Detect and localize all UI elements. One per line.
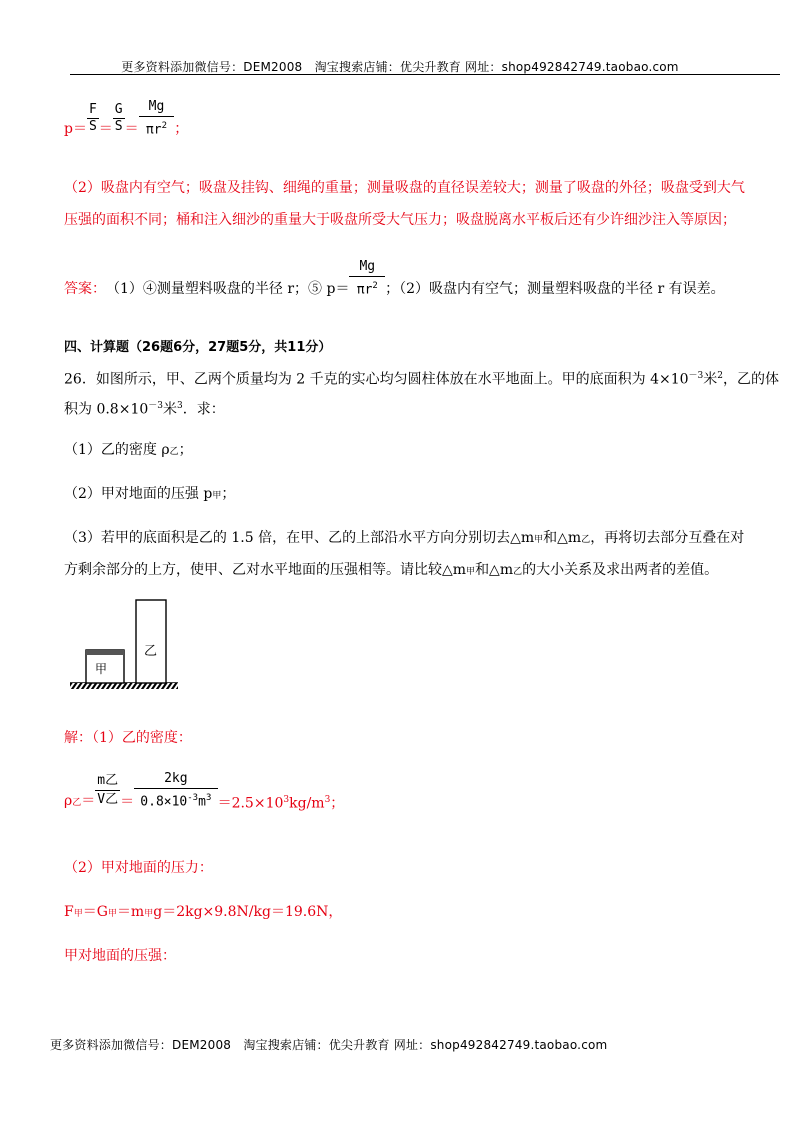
force-text: ＝G <box>82 904 108 920</box>
answer-part-2: ；（2）吸盘内有空气；测量塑料吸盘的半径 r 有误差。 <box>385 280 725 297</box>
equals-sign: ＝ <box>98 120 113 137</box>
fraction-2kg-over-volume <box>134 770 217 811</box>
force-text: ＝m <box>116 904 145 920</box>
subscript: 乙 <box>581 535 591 545</box>
density-formula <box>64 768 344 814</box>
fraction-denominator <box>355 277 380 299</box>
fraction-numerator: Mg <box>139 98 175 117</box>
cylinders-figure <box>66 596 186 696</box>
q26-text: 26．如图所示，甲、乙两个质量均为 2 千克的实心均匀圆柱体放在水平地面上。甲的底面积为 4×10 <box>64 371 689 388</box>
q26-sub-3-line-1 <box>64 528 744 550</box>
rho-symbol <box>64 791 95 813</box>
exponent: 2 <box>717 371 723 381</box>
q26-line-1 <box>64 366 779 390</box>
exponent: －3 <box>148 401 163 411</box>
q26-text: 方剩余部分的上方，使甲、乙对水平地面的压强相等。请比较△m <box>64 562 467 578</box>
ground-hatch <box>70 683 178 689</box>
page-header: 更多资料添加微信号：DEM2008 淘宝搜索店铺：优尖升教育 网址：shop492842749.taobao.com <box>121 60 679 74</box>
q26-text: 和△m <box>475 562 514 578</box>
exponent: －3 <box>688 371 704 381</box>
equals-sign: ＝ <box>120 793 135 810</box>
q26-text: ； <box>178 442 193 458</box>
exponent: 2 <box>372 281 378 291</box>
result-text: ＝2.5×10 <box>217 795 284 812</box>
fraction-denominator <box>144 117 169 139</box>
reason-line-1: （2）吸盘内有空气；吸盘及挂钩、细绳的重量；测量吸盘的直径误差较大；测量了吸盘的外径；吸盘受到大气 <box>64 180 745 196</box>
label-yi: 乙 <box>144 644 158 659</box>
den-unit: m <box>198 794 206 810</box>
exponent: 3 <box>283 795 290 805</box>
q26-text: ．求： <box>182 401 225 418</box>
fraction-mg-over-pir2 <box>139 98 175 139</box>
force-text: F <box>64 904 74 920</box>
q26-sub-1 <box>64 440 193 462</box>
result-unit: kg/m <box>289 795 325 812</box>
exponent: 2 <box>161 121 167 131</box>
exponent: 3 <box>177 401 183 411</box>
q26-text: ； <box>221 486 236 502</box>
force-title: （2）甲对地面的压力： <box>64 860 213 876</box>
q26-text: 积为 0.8×10 <box>64 401 149 418</box>
page-footer: 更多资料添加微信号：DEM2008 淘宝搜索店铺：优尖升教育 网址：shop492842749.taobao.com <box>50 1038 608 1052</box>
exponent: -3 <box>187 793 199 804</box>
fraction-numerator: Mg <box>349 258 385 277</box>
semicolon: ； <box>174 120 189 137</box>
rho: ρ <box>64 792 73 809</box>
m: m <box>97 773 106 789</box>
subscript: 乙 <box>513 567 523 577</box>
fraction-f-over-s <box>87 102 99 135</box>
fraction-numerator: G <box>114 102 123 118</box>
fraction-denominator: S <box>88 119 97 135</box>
fraction-mg-over-pir2 <box>349 258 385 299</box>
fraction-g-over-s <box>113 102 125 135</box>
fraction-numerator <box>95 772 120 791</box>
label-jia: 甲 <box>95 662 108 676</box>
reason-line-2: 压强的面积不同；桶和注入细沙的重量大于吸盘所受大气压力；吸盘脱离水平板后还有少许细沙注入等原因； <box>64 212 736 228</box>
header-divider <box>70 74 780 75</box>
subscript: 乙 <box>169 447 179 457</box>
answer-part-1: （1）④测量塑料吸盘的半径 r；⑤ p＝ <box>106 280 350 297</box>
q26-text: 和△m <box>543 530 582 546</box>
semicolon: ； <box>330 795 345 812</box>
section-title: 四、计算题（26题6分，27题5分，共11分） <box>64 340 332 355</box>
pi-r: πr <box>145 122 162 138</box>
q26-sub-3-line-2 <box>64 560 718 582</box>
subscript: 甲 <box>534 535 544 545</box>
formula-p: p＝ <box>64 120 87 137</box>
q26-text: （1）乙的密度 ρ <box>64 442 170 458</box>
q26-text: （2）甲对地面的压强 p <box>64 486 213 502</box>
cylinder-jia-top <box>86 650 124 655</box>
q26-sub-2 <box>64 484 235 506</box>
equals-sign: ＝ <box>81 792 96 809</box>
fraction-denominator: S <box>114 119 123 135</box>
answer-label: 答案： <box>64 280 106 297</box>
density-result <box>218 790 345 814</box>
pressure-title: 甲对地面的压强： <box>64 948 176 964</box>
pi-r: πr <box>356 282 373 298</box>
force-formula <box>64 902 342 924</box>
q26-line-2 <box>64 396 225 420</box>
v: V <box>97 792 106 808</box>
q26-text: 米 <box>163 401 177 418</box>
q26-text: 的大小关系及求出两者的差值。 <box>522 562 719 578</box>
fraction-numerator: F <box>88 102 97 118</box>
exponent: 3 <box>324 795 331 805</box>
subscript: 甲 <box>144 909 154 919</box>
q26-text: ，再将切去部分互叠在对 <box>590 530 745 546</box>
exponent: 3 <box>205 793 212 804</box>
subscript: 甲 <box>107 909 117 919</box>
solution-title: 解：（1）乙的密度： <box>64 730 192 746</box>
subscript: 乙 <box>72 797 82 808</box>
fraction-numerator: 2kg <box>134 770 217 789</box>
equals-sign: ＝ <box>124 120 139 137</box>
fraction-denominator <box>138 789 213 811</box>
q26-text: （3）若甲的底面积是乙的 1.5 倍，在甲、乙的上部沿水平方向分别切去△m <box>64 530 535 546</box>
fraction-denominator <box>95 791 120 809</box>
subscript: 甲 <box>73 909 83 919</box>
q26-text: 米 <box>703 371 718 388</box>
formula-pressure <box>64 98 188 139</box>
den-value: 0.8×10 <box>140 794 188 810</box>
force-text: g＝2kg×9.8N/kg＝19.6N， <box>153 904 343 920</box>
subscript: 甲 <box>466 567 476 577</box>
subscript: 乙 <box>105 792 119 808</box>
subscript: 乙 <box>105 773 119 789</box>
subscript: 甲 <box>212 491 222 501</box>
answer-line <box>64 258 725 299</box>
fraction-m-over-v <box>95 772 120 809</box>
q26-text: ，乙的体 <box>723 371 779 388</box>
